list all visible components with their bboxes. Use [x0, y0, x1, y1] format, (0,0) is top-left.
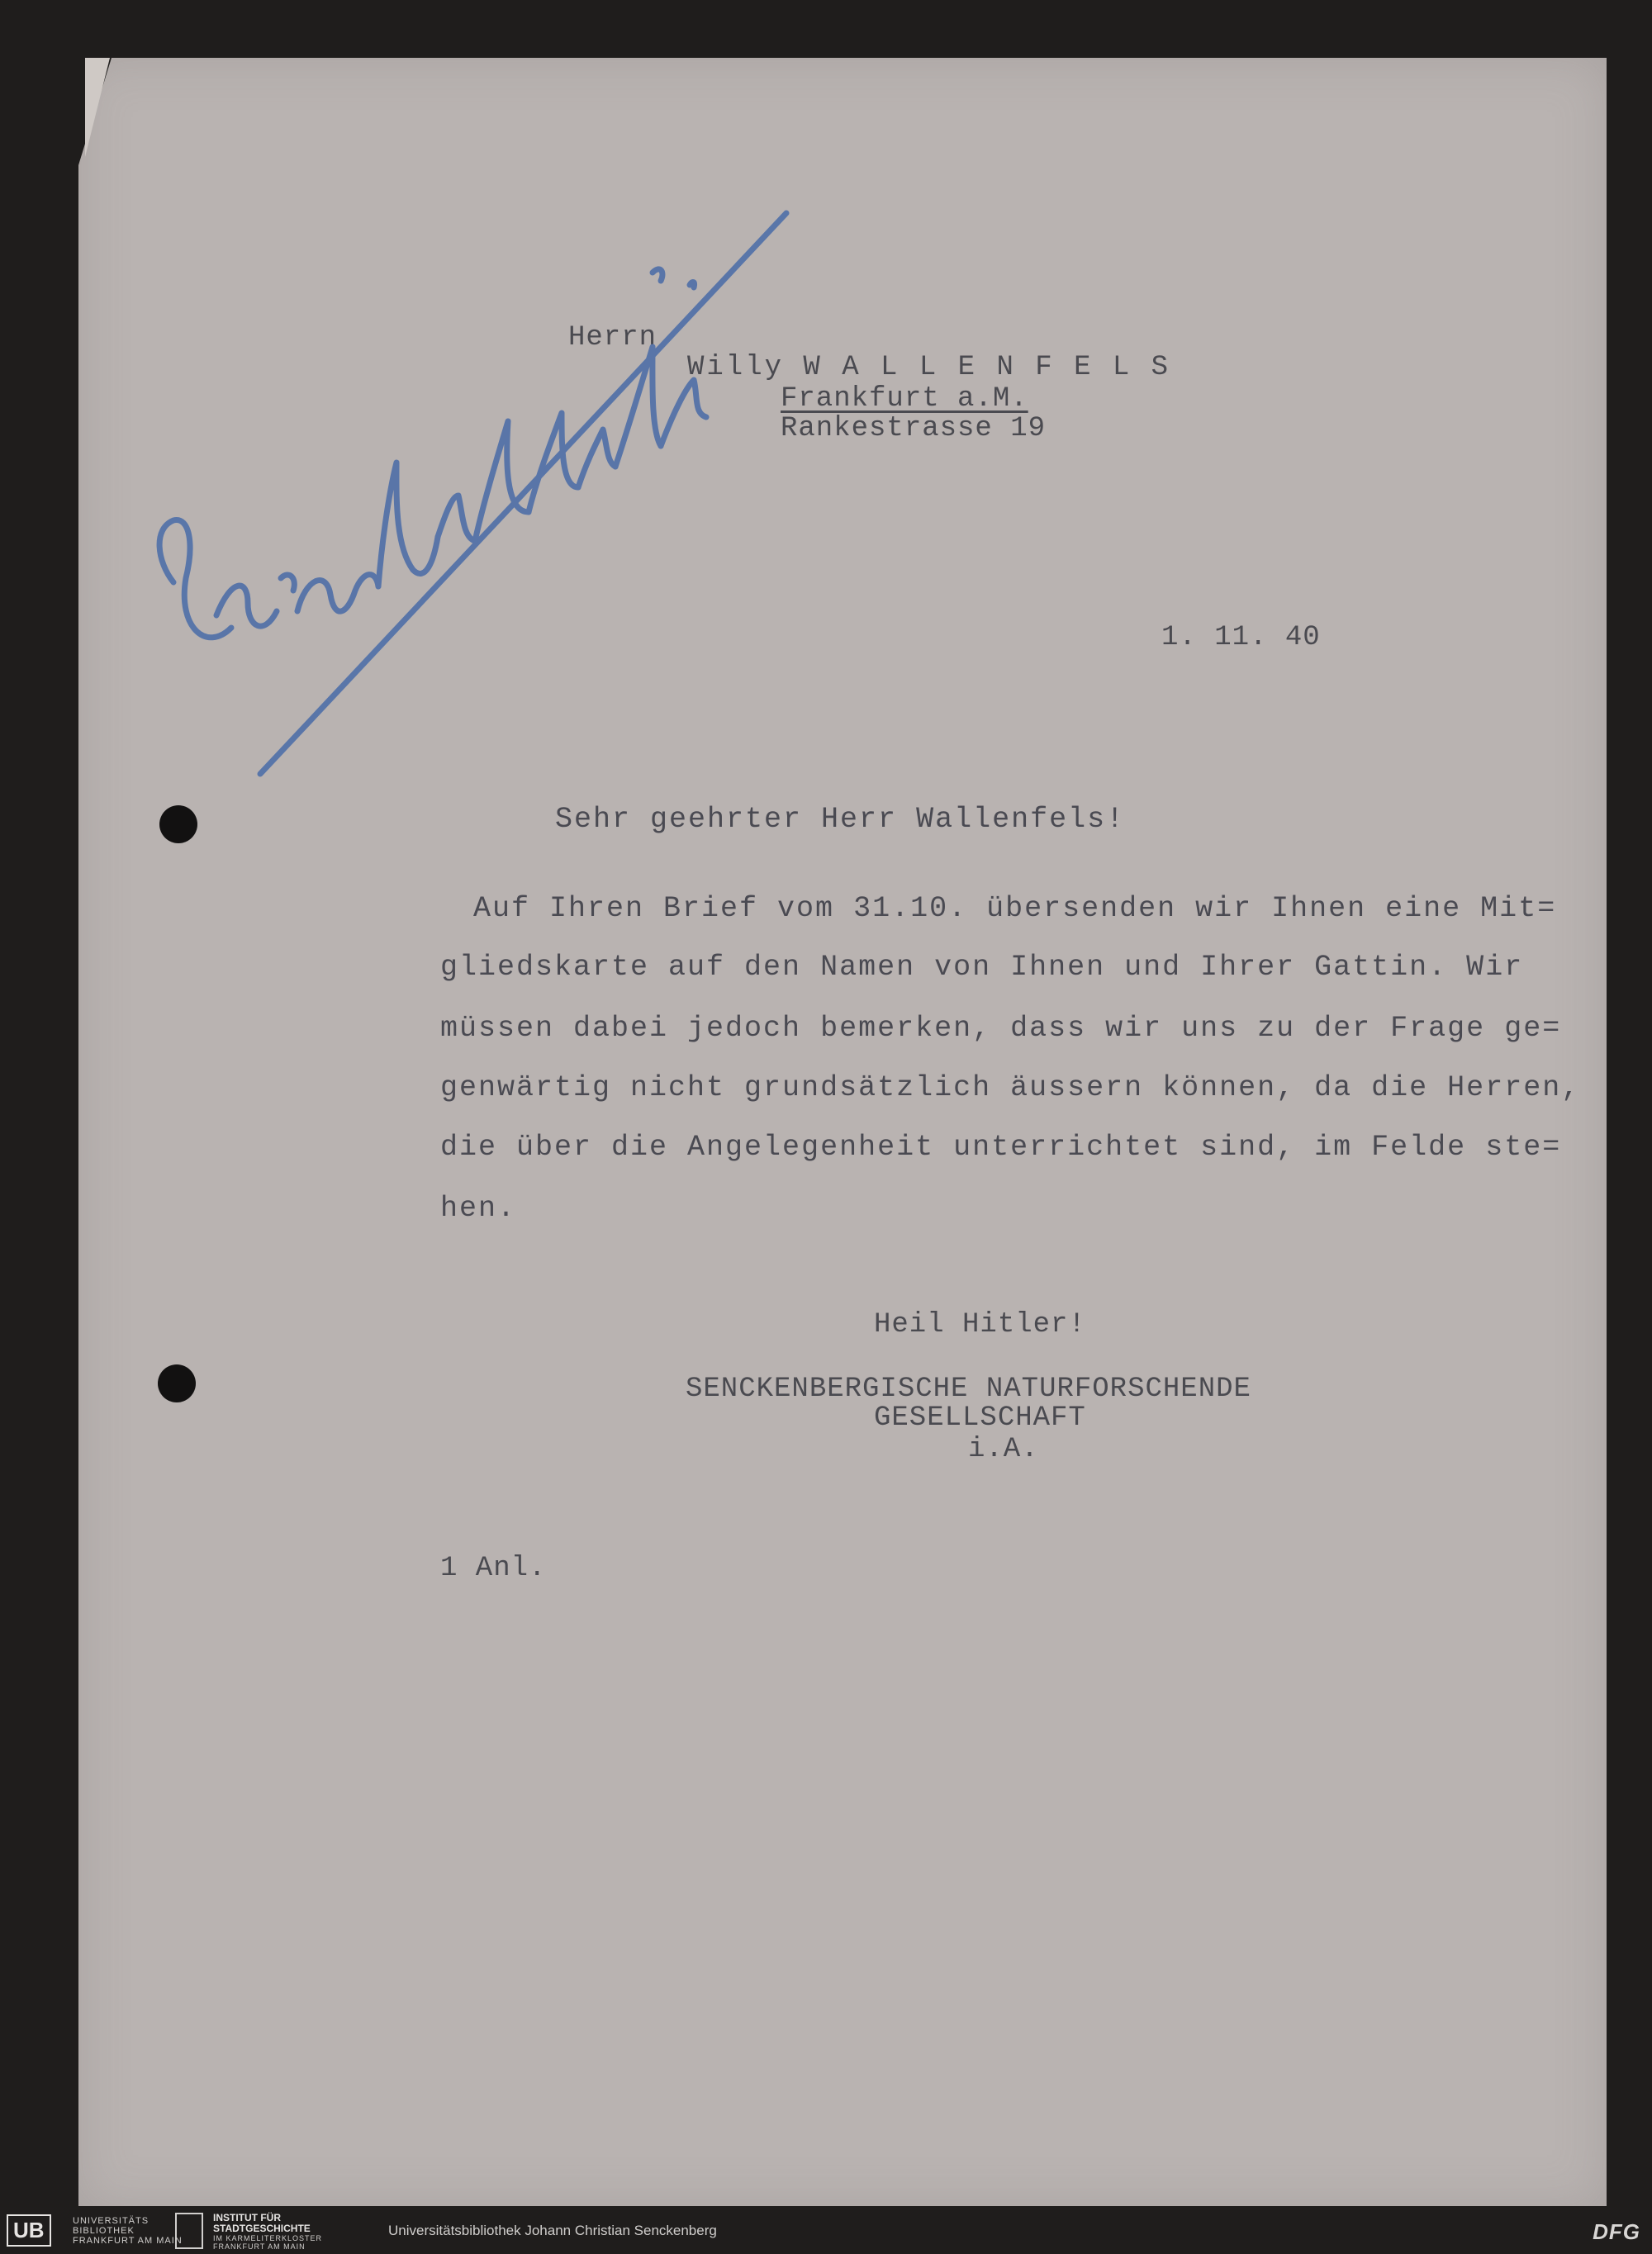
enclosure-note: 1 Anl.: [440, 1553, 547, 1584]
body-line-2: gliedskarte auf den Namen von Ihnen und Ihrer Gattin. Wir: [440, 951, 1524, 984]
salutation-prefix: Herrn: [568, 322, 657, 354]
institute-emblem-icon: [175, 2213, 203, 2249]
inst-sub-line-1: IM KARMELITERKLOSTER: [213, 2234, 323, 2242]
body-line-3: müssen dabei jedoch bemerken, dass wir uns zu der Frage ge=: [440, 1012, 1562, 1045]
ub-logo: UB: [7, 2214, 51, 2247]
greeting: Sehr geehrter Herr Wallenfels!: [555, 803, 1126, 836]
body-line-6: hen.: [440, 1192, 517, 1225]
handwritten-annotation: [0, 0, 1652, 826]
body-line-5: die über die Angelegenheit unterrichtet sind, im Felde ste=: [440, 1131, 1562, 1164]
inst-line-2: STADTGESCHICHTE: [213, 2223, 311, 2234]
recipient-city: Frankfurt a.M.: [781, 383, 1028, 415]
ub-line-3: FRANKFURT AM MAIN: [73, 2236, 183, 2246]
inst-line-1: INSTITUT FÜR: [213, 2212, 281, 2223]
recipient-street: Rankestrasse 19: [781, 413, 1047, 444]
org-line-2: GESELLSCHAFT: [874, 1402, 1086, 1434]
ub-line-1: UNIVERSITÄTS: [73, 2216, 150, 2226]
closing: Heil Hitler!: [874, 1309, 1086, 1341]
institute-sub-text: [213, 2234, 322, 2251]
org-line-1: SENCKENBERGISCHE NATURFORSCHENDE: [686, 1374, 1251, 1405]
institute-logo-text: [213, 2213, 311, 2234]
recipient-name: Willy W A L L E N F E L S: [687, 352, 1171, 383]
footer-credit: Universitätsbibliothek Johann Christian Senckenberg: [388, 2223, 717, 2238]
punch-hole-bottom: [158, 1364, 196, 1402]
ub-line-2: BIBLIOTHEK: [73, 2226, 135, 2236]
org-line-3: i.A.: [968, 1434, 1039, 1465]
ub-logo-text: [73, 2216, 183, 2246]
dfg-logo: DFG: [1593, 2219, 1640, 2244]
letter-date: 1. 11. 40: [1161, 622, 1321, 653]
body-line-1: Auf Ihren Brief vom 31.10. übersenden wir Ihnen eine Mit=: [473, 892, 1557, 925]
inst-sub-line-2: FRANKFURT AM MAIN: [213, 2242, 306, 2251]
archive-footer: [0, 2206, 1652, 2254]
body-line-4: genwärtig nicht grundsätzlich äussern können, da die Herren,: [440, 1071, 1581, 1104]
